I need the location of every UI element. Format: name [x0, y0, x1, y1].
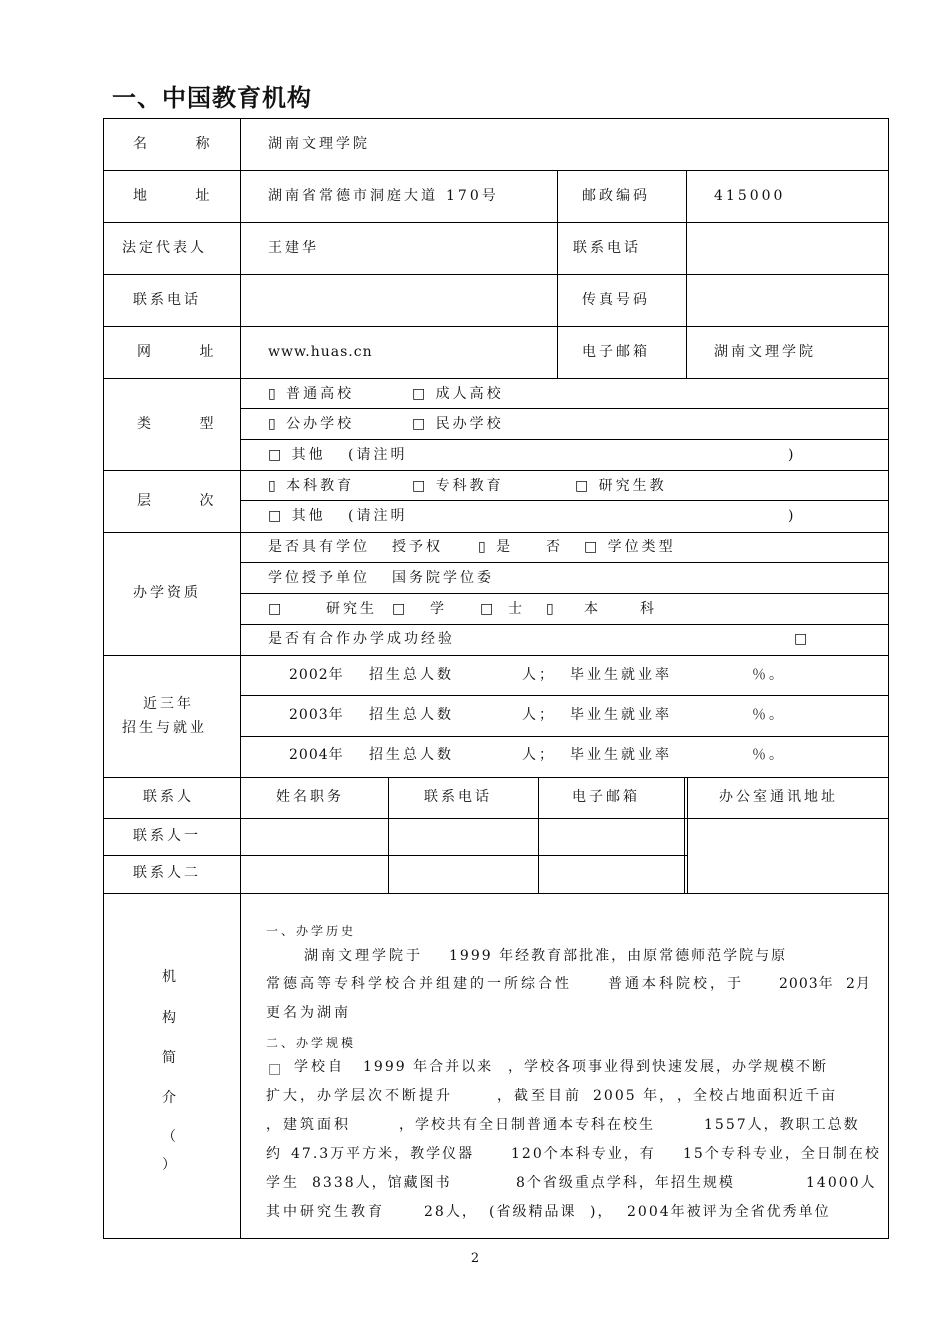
contact-header-person: 联系人: [143, 789, 194, 805]
type-checkbox-public[interactable]: ▯ 公办学校: [268, 416, 355, 432]
intro-text: 2005 年，: [593, 1088, 676, 1104]
intro-text: 普通本科院校，于: [608, 976, 744, 992]
degree-yes-checkbox[interactable]: ▯ 是: [478, 539, 514, 555]
intro-text: ，建筑面积: [266, 1117, 351, 1133]
degree-no-option[interactable]: 否: [546, 539, 563, 555]
row-divider: [103, 655, 889, 656]
type-checkbox-private[interactable]: □ 民办学校: [412, 416, 504, 432]
degree-option-box[interactable]: □: [268, 601, 285, 617]
postcode-label: 邮政编码: [582, 188, 650, 204]
type-checkbox-other[interactable]: □ 其他: [268, 447, 326, 463]
degree-option-graduate: 研究生: [326, 601, 377, 617]
degree-grantor-label: 学位授予单位: [268, 570, 370, 586]
row-divider: [103, 855, 687, 856]
recent-year: 2004年: [289, 747, 344, 763]
column-divider: [557, 170, 558, 378]
intro-label-char: 介: [162, 1090, 179, 1106]
contact-header-address: 办公室通讯地址: [719, 789, 838, 805]
type-checkbox-adult[interactable]: □ 成人高校: [412, 386, 504, 402]
sub-row-divider: [241, 439, 889, 440]
degree-option-box[interactable]: □: [392, 601, 409, 617]
intro-bullet-box: □: [268, 1061, 285, 1077]
degree-right-suffix: 授予权: [392, 539, 443, 555]
intro-text: (省级精品课: [489, 1204, 577, 1220]
degree-option-box[interactable]: □: [480, 601, 497, 617]
contact-header-name: 姓名职务: [276, 789, 344, 805]
intro-text: 常德高等专科学校合并组建的一所综合性: [266, 976, 572, 992]
recent-enroll-unit: 人；: [522, 747, 556, 763]
column-divider: [388, 777, 389, 893]
intro-text: 2003年: [779, 976, 834, 992]
recent-employment-unit: ％。: [752, 707, 786, 723]
postcode-value: 415000: [714, 188, 786, 204]
recent-employment-label: 毕业生就业率: [570, 667, 672, 683]
recent-employment-unit: ％。: [752, 667, 786, 683]
degree-option-xue: 学: [430, 601, 447, 617]
intro-text: ，截至目前: [497, 1088, 582, 1104]
intro-text: 学校自: [294, 1059, 345, 1075]
contact-header-phone: 联系电话: [424, 789, 492, 805]
row-divider: [103, 818, 889, 819]
type-label: 类 型: [137, 416, 218, 432]
intro-text: ，学校各项事业得到快速发展，办学规模不断: [508, 1059, 828, 1075]
degree-option-box[interactable]: ▯: [546, 601, 557, 617]
email-value: 湖南文理学院: [714, 344, 816, 360]
intro-text: 14000人: [806, 1175, 877, 1191]
recent-year: 2003年: [289, 707, 344, 723]
intro-text: 1999 年经教育部批准，由原常德师范学院与原: [449, 948, 788, 964]
intro-text: 湖南文理学院于: [304, 948, 423, 964]
address-value: 湖南省常德市洞庭大道: [268, 188, 438, 204]
column-divider: [687, 777, 688, 893]
intro-text: ，学校共有全日制普通本专科在校生: [399, 1117, 655, 1133]
degree-type-label: □ 学位类型: [584, 539, 676, 555]
fax-label: 传真号码: [582, 292, 650, 308]
row-divider: [103, 222, 889, 223]
contact-phone-label: 联系电话: [133, 292, 201, 308]
degree-right-label: 是否具有学位: [268, 539, 370, 555]
intro-subtitle-scale: 二、办学规模: [266, 1036, 357, 1050]
intro-text: 47.3万平方米，教学仪器: [291, 1146, 475, 1162]
qualification-label: 办学资质: [133, 585, 201, 601]
intro-label-char: 机: [162, 969, 179, 985]
row-divider: [103, 777, 889, 778]
contact-row-label: 联系人一: [133, 828, 201, 844]
sub-row-divider: [241, 408, 889, 409]
type-checkbox-regular[interactable]: ▯ 普通高校: [268, 386, 355, 402]
sub-row-divider: [241, 593, 889, 594]
column-divider: [538, 777, 539, 893]
column-divider: [240, 118, 241, 1239]
contact-row-label: 联系人二: [133, 865, 201, 881]
degree-option-ben: 本: [584, 601, 601, 617]
level-checkbox-other[interactable]: □ 其他: [268, 508, 326, 524]
intro-text: 120个本科专业，有: [511, 1146, 656, 1162]
intro-subtitle-history: 一、办学历史: [266, 924, 357, 938]
row-divider: [103, 274, 889, 275]
intro-text: 28人，: [424, 1204, 478, 1220]
type-other-note: (请注明: [348, 447, 408, 463]
row-divider: [103, 893, 889, 894]
intro-text: 2月: [846, 976, 871, 992]
degree-grantor-value: 国务院学位委: [392, 570, 494, 586]
type-other-close: ): [788, 447, 797, 463]
row-divider: [103, 170, 889, 171]
page-number: 2: [470, 1251, 480, 1266]
website-value: www.huas.cn: [268, 344, 373, 360]
website-label: 网 址: [137, 344, 218, 360]
intro-label-char: （: [162, 1129, 179, 1145]
sub-row-divider: [241, 624, 889, 625]
intro-text: 8338人，馆藏图书: [312, 1175, 452, 1191]
intro-text: ，全校占地面积近千亩: [677, 1088, 837, 1104]
recent-enroll-label: 招生总人数: [369, 707, 454, 723]
recent-label-line2: 招生与就业: [122, 720, 207, 736]
level-other-close: ): [788, 508, 797, 524]
intro-text: 1557人，教职工总数: [704, 1117, 860, 1133]
legal-rep-value: 王建华: [268, 240, 319, 256]
email-label: 电子邮箱: [582, 344, 650, 360]
level-other-note: (请注明: [348, 508, 408, 524]
sub-row-divider: [241, 500, 889, 501]
level-label: 层 次: [137, 493, 218, 509]
recent-enroll-unit: 人；: [522, 667, 556, 683]
intro-text: 1999 年合并以来: [363, 1059, 494, 1075]
intro-text: 其中研究生教育: [266, 1204, 385, 1220]
intro-text: 扩大，办学层次不断提升: [266, 1088, 453, 1104]
recent-employment-unit: ％。: [752, 747, 786, 763]
column-divider: [686, 170, 687, 378]
address-label: 地 址: [133, 188, 214, 204]
address-number: 170号: [446, 188, 499, 204]
intro-text: 约: [266, 1146, 283, 1162]
name-value: 湖南文理学院: [268, 136, 370, 152]
page-heading: 一、中国教育机构: [112, 84, 312, 112]
degree-option-ke: 科: [640, 601, 657, 617]
recent-employment-label: 毕业生就业率: [570, 707, 672, 723]
sub-row-divider: [241, 695, 889, 696]
row-divider: [103, 378, 889, 379]
level-checkbox-college[interactable]: □ 专科教育: [412, 478, 504, 494]
intro-text: )，: [590, 1204, 614, 1220]
cooperation-experience-box[interactable]: □: [794, 631, 811, 647]
intro-text: 8个省级重点学科，年招生规模: [516, 1175, 735, 1191]
degree-option-shi: 士: [508, 601, 525, 617]
cooperation-experience-label: 是否有合作办学成功经验: [268, 631, 455, 647]
level-checkbox-bachelor[interactable]: ▯ 本科教育: [268, 478, 355, 494]
sub-row-divider: [241, 562, 889, 563]
recent-label-line1: 近三年: [143, 696, 194, 712]
name-label: 名 称: [133, 136, 214, 152]
recent-enroll-label: 招生总人数: [369, 667, 454, 683]
row-divider: [103, 532, 889, 533]
recent-year: 2002年: [289, 667, 344, 683]
intro-label-char: 构: [162, 1010, 179, 1026]
intro-label-char: ）: [162, 1157, 179, 1173]
sub-row-divider: [241, 736, 889, 737]
intro-text: 更名为湖南: [266, 1005, 351, 1021]
legal-rep-label: 法定代表人: [122, 240, 207, 256]
row-divider: [103, 470, 889, 471]
contact-header-email: 电子邮箱: [572, 789, 640, 805]
level-checkbox-graduate[interactable]: □ 研究生教: [575, 478, 667, 494]
recent-employment-label: 毕业生就业率: [570, 747, 672, 763]
intro-text: 15个专科专业，全日制在校: [683, 1146, 881, 1162]
recent-enroll-unit: 人；: [522, 707, 556, 723]
intro-label-char: 简: [162, 1050, 179, 1066]
legal-rep-phone-label: 联系电话: [573, 240, 641, 256]
intro-text: 学生: [266, 1175, 300, 1191]
column-divider: [684, 777, 685, 893]
recent-enroll-label: 招生总人数: [369, 747, 454, 763]
row-divider: [103, 326, 889, 327]
intro-text: 2004年被评为全省优秀单位: [627, 1204, 831, 1220]
